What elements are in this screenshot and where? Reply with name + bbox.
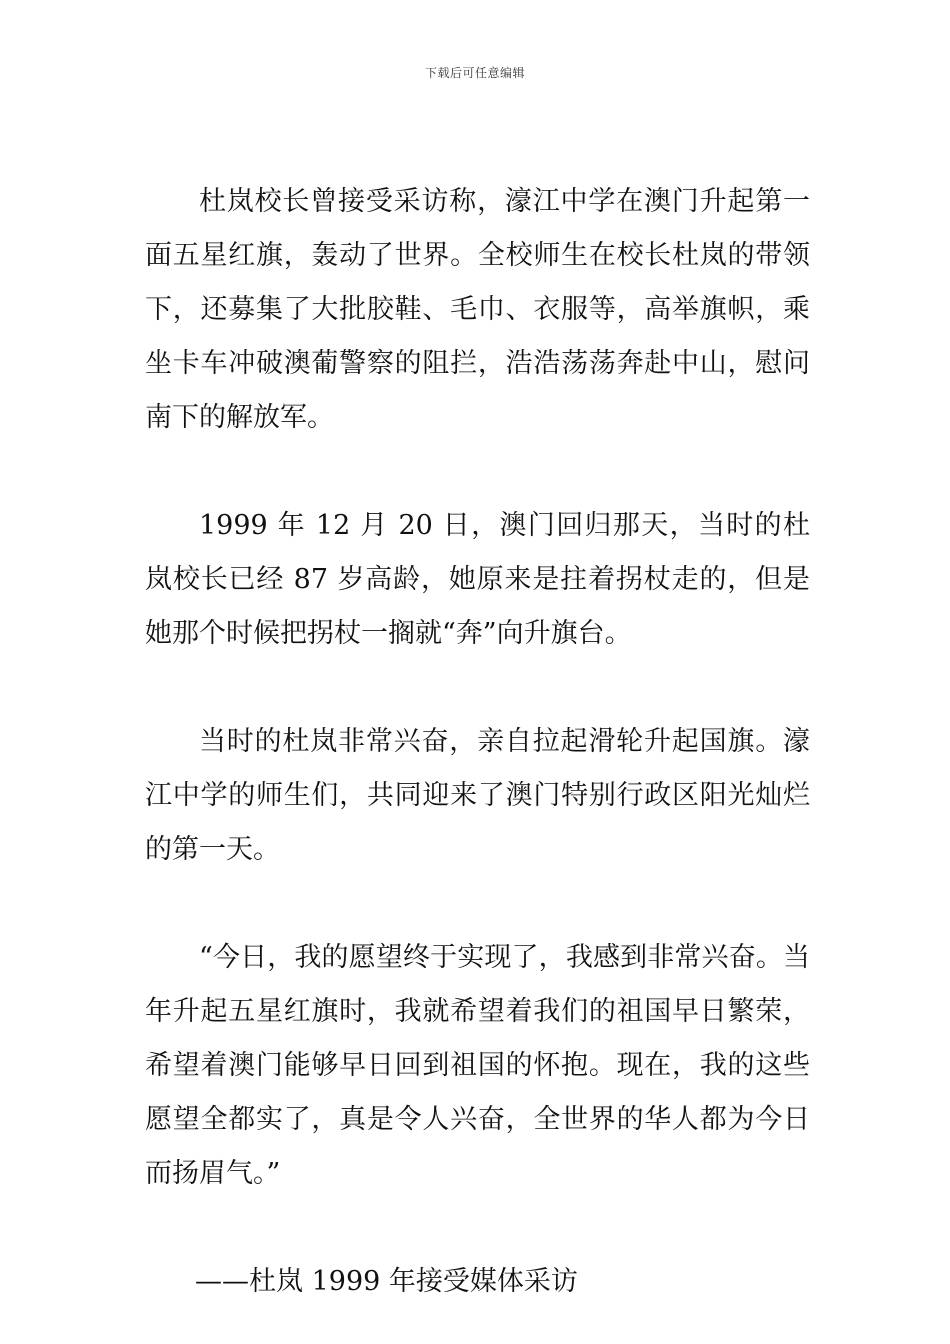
- paragraph-school-history: 杜岚校长曾接受采访称，濠江中学在澳门升起第一面五星红旗，轰动了世界。全校师生在校长杜岚的带领下，还募集了大批胶鞋、毛巾、衣服等，高举旗帜，乘坐卡车冲破澳葡警察的阻拦，浩浩荡荡奔赴中山，慰问南下的解放军。: [145, 186, 810, 433]
- document-body: [145, 175, 810, 1309]
- quote-attribution: ——杜岚 1999 年接受媒体采访: [195, 1266, 578, 1297]
- page-header: 下载后可任意编辑: [424, 66, 525, 80]
- paragraph-flag-raising: 当时的杜岚非常兴奋，亲自拉起滑轮升起国旗。濠江中学的师生们，共同迎来了澳门特别行政区阳光灿烂的第一天。: [145, 726, 810, 865]
- paragraph-quote: “今日，我的愿望终于实现了，我感到非常兴奋。当年升起五星红旗时，我就希望着我们的祖国早日繁荣，希望着澳门能够早日回到祖国的怀抱。现在，我的这些愿望全都实了，真是令人兴奋，全世界的华人都为今日而扬眉气。”: [145, 942, 810, 1189]
- paragraph-handover-day: 1999 年 12 月 20 日，澳门回归那天，当时的杜岚校长已经 87 岁高龄，她原来是拄着拐杖走的，但是她那个时候把拐杖一搁就“奔”向升旗台。: [145, 510, 810, 649]
